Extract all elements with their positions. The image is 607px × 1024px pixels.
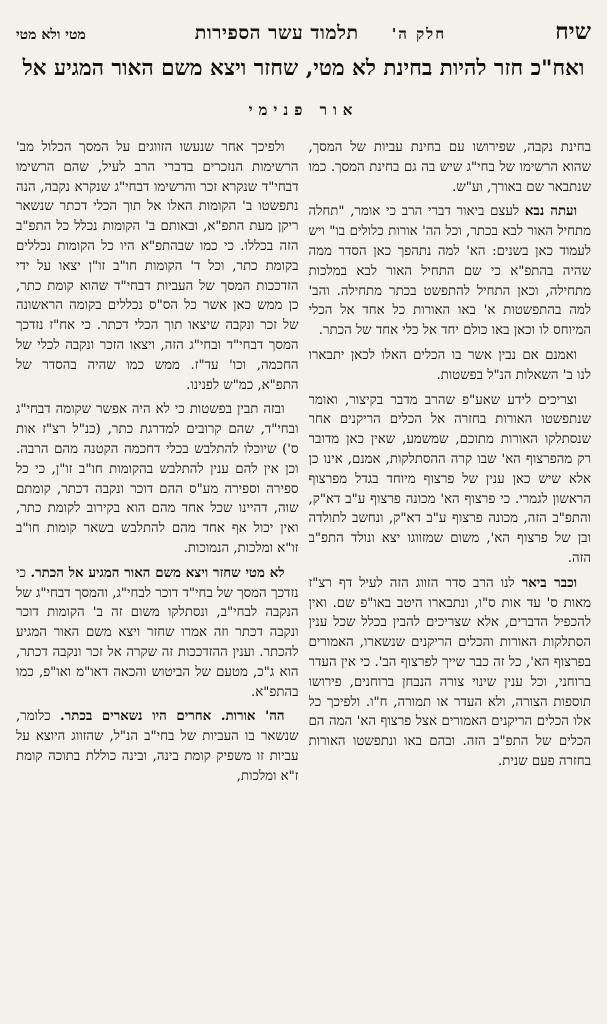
text-columns bbox=[16, 138, 591, 983]
paragraph-lead: לא מטי שחזר ויצא משם האור המגיע אל הכתר. bbox=[30, 565, 285, 581]
headline: ואח"כ חזר להיות בחינת לא מטי, שחזר ויצא משם האור המגיע אל bbox=[22, 56, 585, 81]
page-number: שיח bbox=[555, 18, 591, 45]
paragraph: ובזה תבין בפשטות כי לא היה אפשר שקומה דבחי"ג ובחי"ד, שהם קרובים למדרגת כתר, (כנ"ל רצ"ז אות ס') שיוכלו להתלבש בכלי דחכמה הקטנה מהם הרבה. וכן אין להם ענין להתלבש בהקומות חו"ב זו"ן, כי כל ספירה וספירה מע"ס ההם דוכר ונקבה דכתר, קומתם שוה, דהיינו שכל אחד מהם הוא בקירוב לקומת כתר, ואין יכול אף אחד מהם להתלבש בשאר קומות חו"ב זו"א ומלכות, הנמוכות. bbox=[16, 402, 299, 556]
paragraph-body: כי נזדכך המסך של בחי"ד דוכר לבחי"ג, והמסך דבחי"ג של הנקבה לבחי"ב, ונסתלקו משום זה ב' הקומות דוכר ונקבה דכתר וזה אמרו שחזר ויצא משם האור המגיע להכתר. וענין ההזדככות זה שקרה אל זכר ונקבה דכתר, הוא ג"כ, מטעם של הביטוש והכאה דאו"מ ואו"פ, כמו בהתפ"א. bbox=[16, 565, 299, 700]
paragraph-body: כלומר, שנשאר בו העביות של בחי"ב הנ"ל, שהזווג היוצא על עביות זו משפיק קומת בינה, ובינה כוללת בתוכה קומת ז"א ומלכות, bbox=[16, 709, 299, 784]
paragraph-body: לנו הרב סדר הזווג הזה לעיל דף רצ"ז מאות ס' עד אות ס"ו, ונתבארו היטב באו"פ שם. ואין להכפיל הדברים, אלא שצריכים להבין בכלל שכל ענין הסתלקות האורות והכלים הריקנים שנשארו, האמורים בפרצוף הא', כל זה כבר שייך לפרצוף הב'. כי אין העדר ברוחני, וכל ענין שינוי צורה הנבחן ברוחנים, פירושו תוספות הצורה, ולא העדר או תמורה, ח"ו. ולפיכך כל אלו הכלים הריקנים האמורים אצל פרצוף הא' המה הם הכלים של התפ"ב הזה. ובהם באו ונתפשטו האורות בחזרה פעם שנית. bbox=[308, 575, 591, 769]
paragraph-lead: הה' אורות. אחרים היו נשארים בכתר. bbox=[60, 709, 285, 725]
paragraph bbox=[309, 574, 592, 772]
paragraph-lead: ועתה נבא bbox=[524, 204, 577, 220]
paragraph bbox=[309, 202, 592, 341]
running-title bbox=[195, 22, 446, 45]
section-title: אור פנימי bbox=[248, 101, 359, 119]
paragraph: ולפיכך אחר שנעשו הזווגים על המסך הכלול מב' הרשימות הנזכרים בדברי הרב לעיל, שהם הרשימו דבחי"ד שנקרא זכר והרשימו דבחי"ג שנקרא נקבה, הנה נתפשטו ב' הקומות האלו אל תוך הכלי דכתר שנשאר ריקן מעת התפ"א, ובאותם ב' הקומות נכלל כל התפ"ב הזה בכללו. כי כמו שבהתפ"א היו כל הקומות נכללים בקומת כתר, וכל ד' הקומות חו"ב זו"ן יצאו על ידי הזדככות המסך של העביות דבחי"ד שהוא קומת כתר, כן ממש כאן אשר כל הס"ס נכללים בקומה הראשונה של זכר ונקבה שיצאו תוך הכלי דכתר. כי אח"ז נזדכך המסך דבחי"ד ובחי"ג הזה, ויצאו הזכר ונקבה לכלי של החכמה, וכו' עד"ז. ממש כמו שהיה בהסדר של התפ"א, כמ"ש לפנינו. bbox=[16, 140, 299, 393]
left-column bbox=[16, 138, 299, 983]
paragraph: ואמנם אם נבין אשר בו הכלים האלו לכאן יתבארו לנו ב' השאלות הנ"ל בפשטות. bbox=[308, 347, 591, 383]
topic-label: מטי ולא מטי bbox=[16, 27, 86, 43]
paragraph-lead: וכבר ביאר bbox=[521, 575, 577, 591]
paragraph bbox=[16, 564, 299, 703]
part-label: חלק ה' bbox=[391, 25, 447, 43]
right-column bbox=[309, 138, 592, 983]
paragraph bbox=[16, 707, 299, 786]
paragraph: וצריכים לידע שאע"פ שהרב מדבר בקיצור, ואומר שנתפשטו האורות בחזרה אל הכלים הריקנים אחר שנסתלקו האורות מתוכם, שמשמע, שאין כאן מדובר רק מהפרצוף הא' שבו קרה ההסתלקות, אמנם, אינו כן אלא שיש כאן ענין של פרצוף מיוחד בגדל מפרצוף הראשון לגמרי. כי פרצוף הא' מכונה פרצוף ע"ב דא"ק, והתפ"ב הזה, מכונה פרצוף ע"ב דא"ק, ונחשב לתולדה ובן של פרצוף הא', משום שמזווגו יצא ונולד התפ"ב הזה. bbox=[308, 392, 591, 566]
paragraph: בחינת נקבה, שפירושו עם בחינת עביות של המסך, שהוא הרשימו של בחי"ג שיש בה גם בחינת המסך. כמו שנתבאר שם באורך, וע"ש. bbox=[308, 140, 591, 195]
paragraph-body: לעצם ביאור דברי הרב כי אומר, "תחלה מתחיל האור לבא בכתר, וכל הה' אורות כלולים בו" ויש לעמוד כאן בשנים: הא' למה נתהפך כאן הסדר ממה שהיה בהתפ"א כי שם התחיל האור לבא במלכות מתחילה, וכאן התחיל להתפשט בכתר מתחילה. והב' למה בהתפשטות א' באו האורות כל אחד אל הכלי המיוחס לו וכאן באו כולם יחד אל כלי אחד של הכתר. bbox=[308, 204, 591, 339]
running-head bbox=[16, 18, 591, 50]
book-title: תלמוד עשר הספירות bbox=[194, 22, 359, 44]
